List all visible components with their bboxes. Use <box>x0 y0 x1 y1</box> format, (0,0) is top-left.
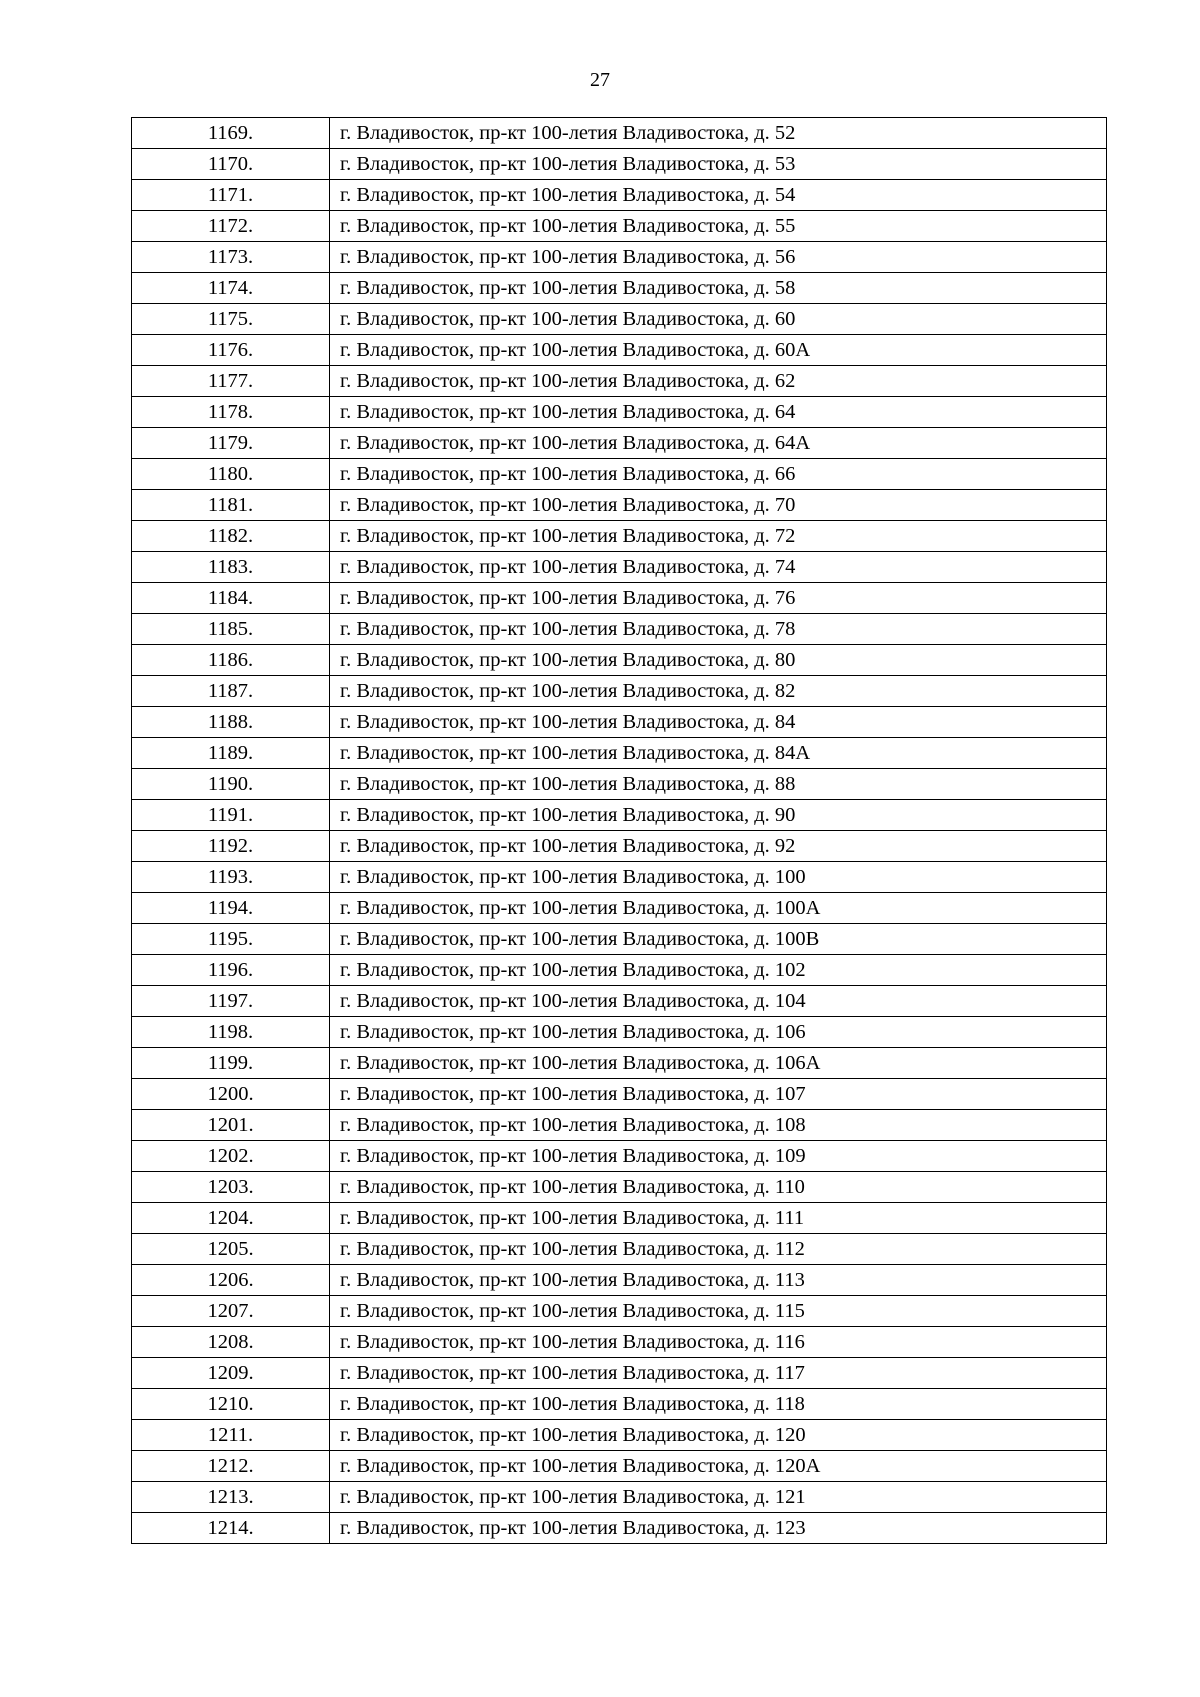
row-number-cell: 1197. <box>132 986 330 1017</box>
address-cell: г. Владивосток, пр-кт 100-летия Владивостока, д. 64А <box>330 428 1107 459</box>
address-cell: г. Владивосток, пр-кт 100-летия Владивостока, д. 74 <box>330 552 1107 583</box>
row-number-cell: 1191. <box>132 800 330 831</box>
table-row <box>132 1296 1107 1327</box>
address-cell: г. Владивосток, пр-кт 100-летия Владивостока, д. 116 <box>330 1327 1107 1358</box>
table-row <box>132 459 1107 490</box>
row-number-cell: 1210. <box>132 1389 330 1420</box>
address-cell: г. Владивосток, пр-кт 100-летия Владивостока, д. 107 <box>330 1079 1107 1110</box>
address-cell: г. Владивосток, пр-кт 100-летия Владивостока, д. 52 <box>330 118 1107 149</box>
row-number-cell: 1187. <box>132 676 330 707</box>
address-cell: г. Владивосток, пр-кт 100-летия Владивостока, д. 113 <box>330 1265 1107 1296</box>
table-row <box>132 1513 1107 1544</box>
address-cell: г. Владивосток, пр-кт 100-летия Владивостока, д. 123 <box>330 1513 1107 1544</box>
row-number-cell: 1172. <box>132 211 330 242</box>
address-cell: г. Владивосток, пр-кт 100-летия Владивостока, д. 100А <box>330 893 1107 924</box>
table-row <box>132 180 1107 211</box>
address-cell: г. Владивосток, пр-кт 100-летия Владивостока, д. 82 <box>330 676 1107 707</box>
table-row <box>132 552 1107 583</box>
row-number-cell: 1201. <box>132 1110 330 1141</box>
row-number-cell: 1175. <box>132 304 330 335</box>
address-cell: г. Владивосток, пр-кт 100-летия Владивостока, д. 72 <box>330 521 1107 552</box>
address-cell: г. Владивосток, пр-кт 100-летия Владивостока, д. 84 <box>330 707 1107 738</box>
table-row <box>132 1110 1107 1141</box>
table-row <box>132 1234 1107 1265</box>
table-row <box>132 1048 1107 1079</box>
table-row <box>132 924 1107 955</box>
table-row <box>132 645 1107 676</box>
table-row <box>132 397 1107 428</box>
table-row <box>132 149 1107 180</box>
address-cell: г. Владивосток, пр-кт 100-летия Владивостока, д. 53 <box>330 149 1107 180</box>
table-row <box>132 242 1107 273</box>
table-row <box>132 986 1107 1017</box>
row-number-cell: 1182. <box>132 521 330 552</box>
address-table-body <box>132 118 1107 1544</box>
row-number-cell: 1192. <box>132 831 330 862</box>
table-row <box>132 1265 1107 1296</box>
row-number-cell: 1200. <box>132 1079 330 1110</box>
table-row <box>132 304 1107 335</box>
table-row <box>132 273 1107 304</box>
table-row <box>132 211 1107 242</box>
row-number-cell: 1169. <box>132 118 330 149</box>
row-number-cell: 1186. <box>132 645 330 676</box>
address-cell: г. Владивосток, пр-кт 100-летия Владивостока, д. 106 <box>330 1017 1107 1048</box>
address-cell: г. Владивосток, пр-кт 100-летия Владивостока, д. 88 <box>330 769 1107 800</box>
page-number: 27 <box>590 69 610 91</box>
table-row <box>132 1172 1107 1203</box>
address-cell: г. Владивосток, пр-кт 100-летия Владивостока, д. 109 <box>330 1141 1107 1172</box>
row-number-cell: 1193. <box>132 862 330 893</box>
table-row <box>132 428 1107 459</box>
address-cell: г. Владивосток, пр-кт 100-летия Владивостока, д. 115 <box>330 1296 1107 1327</box>
address-cell: г. Владивосток, пр-кт 100-летия Владивостока, д. 120 <box>330 1420 1107 1451</box>
row-number-cell: 1208. <box>132 1327 330 1358</box>
table-row <box>132 614 1107 645</box>
address-cell: г. Владивосток, пр-кт 100-летия Владивостока, д. 76 <box>330 583 1107 614</box>
row-number-cell: 1190. <box>132 769 330 800</box>
row-number-cell: 1212. <box>132 1451 330 1482</box>
row-number-cell: 1207. <box>132 1296 330 1327</box>
row-number-cell: 1199. <box>132 1048 330 1079</box>
address-cell: г. Владивосток, пр-кт 100-летия Владивостока, д. 62 <box>330 366 1107 397</box>
row-number-cell: 1177. <box>132 366 330 397</box>
row-number-cell: 1170. <box>132 149 330 180</box>
address-cell: г. Владивосток, пр-кт 100-летия Владивостока, д. 110 <box>330 1172 1107 1203</box>
table-row <box>132 893 1107 924</box>
address-cell: г. Владивосток, пр-кт 100-летия Владивостока, д. 80 <box>330 645 1107 676</box>
row-number-cell: 1171. <box>132 180 330 211</box>
address-cell: г. Владивосток, пр-кт 100-летия Владивостока, д. 106А <box>330 1048 1107 1079</box>
row-number-cell: 1206. <box>132 1265 330 1296</box>
row-number-cell: 1203. <box>132 1172 330 1203</box>
row-number-cell: 1180. <box>132 459 330 490</box>
row-number-cell: 1204. <box>132 1203 330 1234</box>
address-cell: г. Владивосток, пр-кт 100-летия Владивостока, д. 112 <box>330 1234 1107 1265</box>
table-row <box>132 955 1107 986</box>
row-number-cell: 1176. <box>132 335 330 366</box>
address-cell: г. Владивосток, пр-кт 100-летия Владивостока, д. 100В <box>330 924 1107 955</box>
table-row <box>132 1017 1107 1048</box>
address-cell: г. Владивосток, пр-кт 100-летия Владивостока, д. 108 <box>330 1110 1107 1141</box>
row-number-cell: 1209. <box>132 1358 330 1389</box>
table-row <box>132 118 1107 149</box>
address-table <box>131 117 1107 1544</box>
row-number-cell: 1196. <box>132 955 330 986</box>
row-number-cell: 1205. <box>132 1234 330 1265</box>
table-row <box>132 800 1107 831</box>
row-number-cell: 1183. <box>132 552 330 583</box>
table-row <box>132 1482 1107 1513</box>
table-row <box>132 335 1107 366</box>
address-cell: г. Владивосток, пр-кт 100-летия Владивостока, д. 121 <box>330 1482 1107 1513</box>
row-number-cell: 1188. <box>132 707 330 738</box>
table-row <box>132 366 1107 397</box>
address-cell: г. Владивосток, пр-кт 100-летия Владивостока, д. 55 <box>330 211 1107 242</box>
table-row <box>132 1327 1107 1358</box>
row-number-cell: 1185. <box>132 614 330 645</box>
address-cell: г. Владивосток, пр-кт 100-летия Владивостока, д. 104 <box>330 986 1107 1017</box>
address-cell: г. Владивосток, пр-кт 100-летия Владивостока, д. 56 <box>330 242 1107 273</box>
address-cell: г. Владивосток, пр-кт 100-летия Владивостока, д. 66 <box>330 459 1107 490</box>
row-number-cell: 1198. <box>132 1017 330 1048</box>
row-number-cell: 1194. <box>132 893 330 924</box>
address-cell: г. Владивосток, пр-кт 100-летия Владивостока, д. 60 <box>330 304 1107 335</box>
table-row <box>132 1141 1107 1172</box>
address-cell: г. Владивосток, пр-кт 100-летия Владивостока, д. 58 <box>330 273 1107 304</box>
row-number-cell: 1181. <box>132 490 330 521</box>
table-row <box>132 1358 1107 1389</box>
address-cell: г. Владивосток, пр-кт 100-летия Владивостока, д. 90 <box>330 800 1107 831</box>
address-cell: г. Владивосток, пр-кт 100-летия Владивостока, д. 54 <box>330 180 1107 211</box>
table-row <box>132 676 1107 707</box>
address-cell: г. Владивосток, пр-кт 100-летия Владивостока, д. 92 <box>330 831 1107 862</box>
table-row <box>132 1451 1107 1482</box>
table-row <box>132 521 1107 552</box>
address-cell: г. Владивосток, пр-кт 100-летия Владивостока, д. 102 <box>330 955 1107 986</box>
table-row <box>132 1389 1107 1420</box>
address-cell: г. Владивосток, пр-кт 100-летия Владивостока, д. 118 <box>330 1389 1107 1420</box>
table-row <box>132 831 1107 862</box>
table-row <box>132 707 1107 738</box>
table-row <box>132 738 1107 769</box>
row-number-cell: 1178. <box>132 397 330 428</box>
address-cell: г. Владивосток, пр-кт 100-летия Владивостока, д. 70 <box>330 490 1107 521</box>
row-number-cell: 1202. <box>132 1141 330 1172</box>
address-cell: г. Владивосток, пр-кт 100-летия Владивостока, д. 117 <box>330 1358 1107 1389</box>
row-number-cell: 1189. <box>132 738 330 769</box>
row-number-cell: 1214. <box>132 1513 330 1544</box>
address-cell: г. Владивосток, пр-кт 100-летия Владивостока, д. 64 <box>330 397 1107 428</box>
address-cell: г. Владивосток, пр-кт 100-летия Владивостока, д. 84А <box>330 738 1107 769</box>
table-row <box>132 769 1107 800</box>
address-cell: г. Владивосток, пр-кт 100-летия Владивостока, д. 78 <box>330 614 1107 645</box>
row-number-cell: 1174. <box>132 273 330 304</box>
row-number-cell: 1179. <box>132 428 330 459</box>
row-number-cell: 1173. <box>132 242 330 273</box>
address-cell: г. Владивосток, пр-кт 100-летия Владивостока, д. 100 <box>330 862 1107 893</box>
table-row <box>132 1420 1107 1451</box>
row-number-cell: 1213. <box>132 1482 330 1513</box>
table-row <box>132 862 1107 893</box>
address-cell: г. Владивосток, пр-кт 100-летия Владивостока, д. 111 <box>330 1203 1107 1234</box>
table-row <box>132 1203 1107 1234</box>
address-cell: г. Владивосток, пр-кт 100-летия Владивостока, д. 120А <box>330 1451 1107 1482</box>
table-row <box>132 1079 1107 1110</box>
address-cell: г. Владивосток, пр-кт 100-летия Владивостока, д. 60А <box>330 335 1107 366</box>
row-number-cell: 1195. <box>132 924 330 955</box>
row-number-cell: 1211. <box>132 1420 330 1451</box>
table-row <box>132 583 1107 614</box>
table-row <box>132 490 1107 521</box>
row-number-cell: 1184. <box>132 583 330 614</box>
